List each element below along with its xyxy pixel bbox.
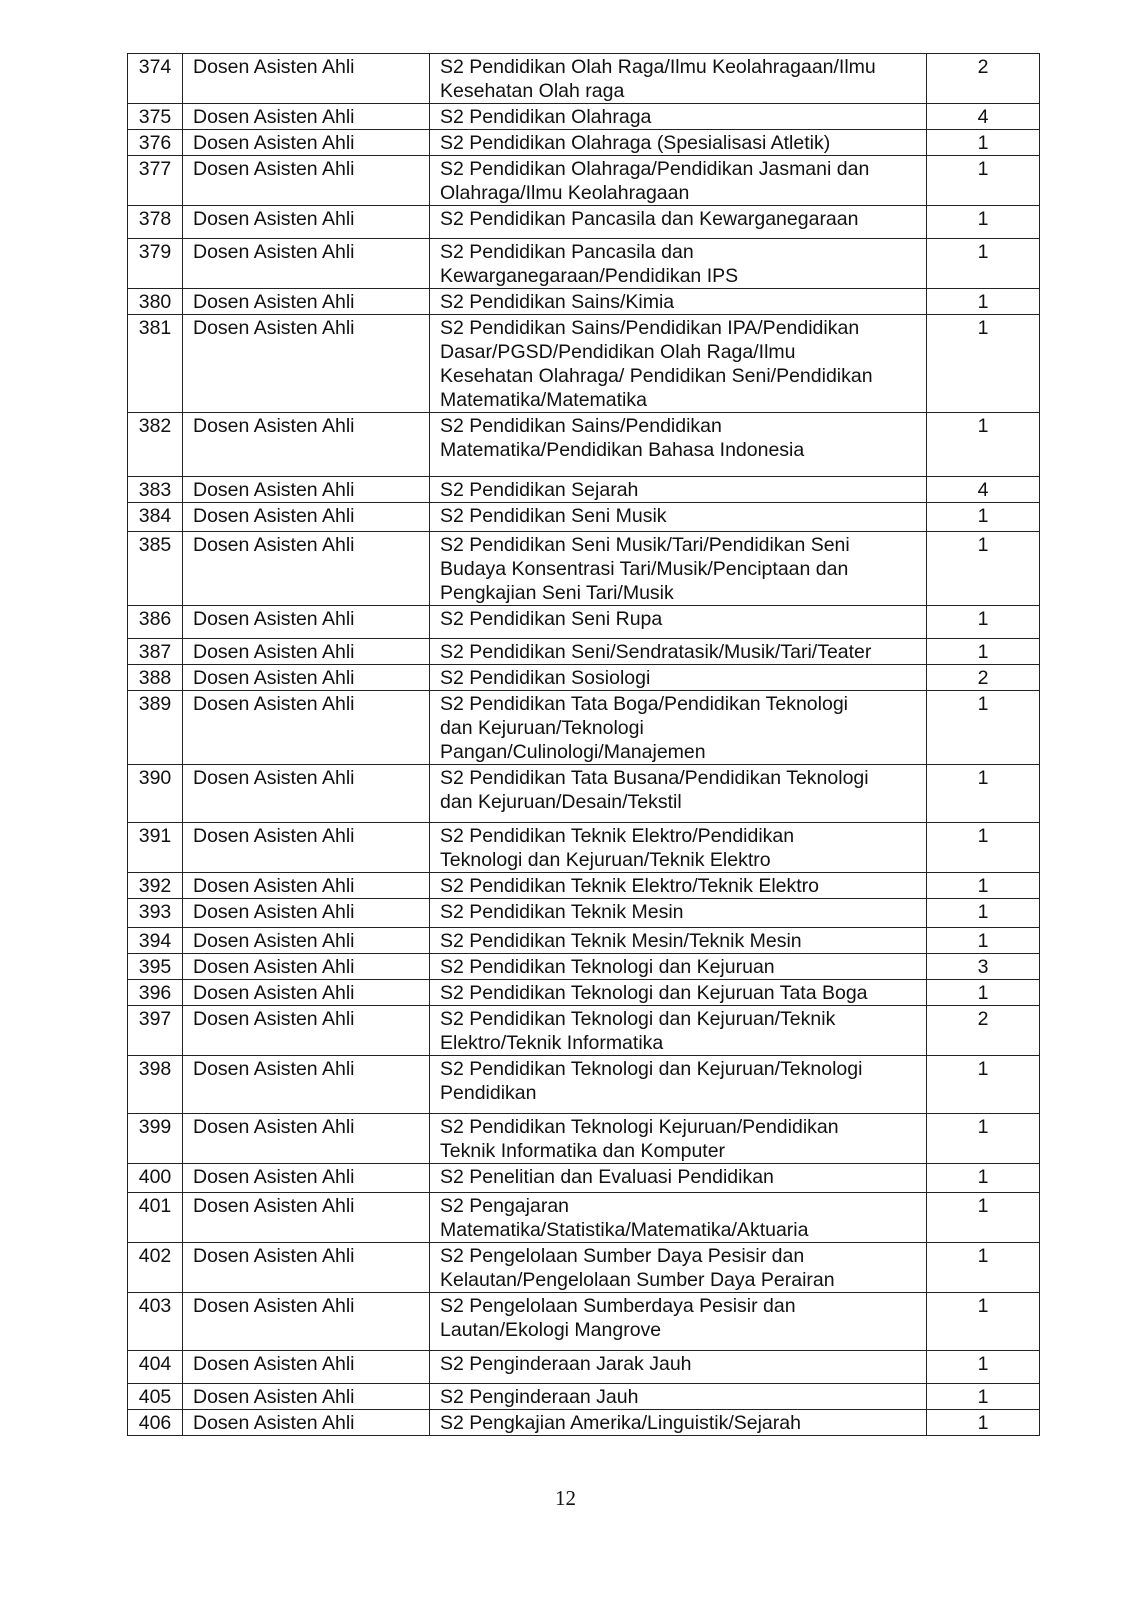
education-cell (430, 928, 927, 954)
education-line: Matematika/Pendidikan Bahasa Indonesia (440, 439, 805, 461)
row-number-cell: 388 (128, 665, 183, 691)
table-body (128, 54, 1040, 1436)
education-line: S2 Pendidikan Teknik Elektro/Teknik Elektro (440, 875, 820, 897)
position-cell: Dosen Asisten Ahli (183, 639, 430, 665)
table-row (128, 1384, 1040, 1410)
education-cell (430, 503, 927, 532)
row-number-cell: 394 (128, 928, 183, 954)
education-line: Kewarganegaraan/Pendidikan IPS (440, 265, 739, 287)
table-row (128, 1351, 1040, 1384)
education-line: S2 Pendidikan Olahraga (Spesialisasi Atletik) (440, 132, 831, 154)
education-cell (430, 54, 927, 104)
education-line: Pengkajian Seni Tari/Musik (440, 582, 674, 604)
quantity-cell: 1 (927, 315, 1040, 413)
education-line: S2 Pendidikan Olah Raga/Ilmu Keolahragaan/Ilmu (440, 56, 876, 78)
education-line: Teknologi dan Kejuruan/Teknik Elektro (440, 849, 771, 871)
education-line: S2 Pengajaran (440, 1195, 570, 1217)
education-cell (430, 206, 927, 239)
quantity-cell: 2 (927, 665, 1040, 691)
education-line: Pendidikan (440, 1082, 537, 1104)
row-number-cell: 389 (128, 691, 183, 765)
row-number-cell: 401 (128, 1193, 183, 1243)
row-number-cell: 384 (128, 503, 183, 532)
quantity-cell: 4 (927, 477, 1040, 503)
row-number-cell: 386 (128, 606, 183, 639)
education-cell (430, 289, 927, 315)
position-cell: Dosen Asisten Ahli (183, 156, 430, 206)
row-number-cell: 405 (128, 1384, 183, 1410)
table-row (128, 206, 1040, 239)
education-line: S2 Pendidikan Teknik Mesin/Teknik Mesin (440, 930, 802, 952)
table-row (128, 413, 1040, 477)
row-number-cell: 393 (128, 899, 183, 928)
row-number-cell: 380 (128, 289, 183, 315)
position-cell: Dosen Asisten Ahli (183, 130, 430, 156)
education-cell (430, 1351, 927, 1384)
quantity-cell: 1 (927, 1410, 1040, 1436)
education-cell (430, 413, 927, 477)
education-line: Olahraga/Ilmu Keolahragaan (440, 182, 690, 204)
education-cell (430, 691, 927, 765)
education-line: Teknik Informatika dan Komputer (440, 1140, 726, 1162)
quantity-cell: 1 (927, 1351, 1040, 1384)
row-number-cell: 397 (128, 1006, 183, 1056)
table-row (128, 980, 1040, 1006)
education-cell (430, 1114, 927, 1164)
position-cell: Dosen Asisten Ahli (183, 104, 430, 130)
position-cell: Dosen Asisten Ahli (183, 665, 430, 691)
education-cell (430, 1243, 927, 1293)
education-line: S2 Penelitian dan Evaluasi Pendidikan (440, 1166, 774, 1188)
table-row (128, 954, 1040, 980)
row-number-cell: 387 (128, 639, 183, 665)
education-cell (430, 1006, 927, 1056)
table-row (128, 928, 1040, 954)
row-number-cell: 383 (128, 477, 183, 503)
quantity-cell: 4 (927, 104, 1040, 130)
position-cell: Dosen Asisten Ahli (183, 765, 430, 823)
education-cell (430, 665, 927, 691)
quantity-cell: 1 (927, 928, 1040, 954)
education-line: S2 Pendidikan Sains/Pendidikan IPA/Pendidikan (440, 317, 860, 339)
position-cell: Dosen Asisten Ahli (183, 532, 430, 606)
education-line: S2 Pendidikan Sains/Pendidikan (440, 415, 722, 437)
position-cell: Dosen Asisten Ahli (183, 954, 430, 980)
position-cell: Dosen Asisten Ahli (183, 239, 430, 289)
row-number-cell: 381 (128, 315, 183, 413)
education-line: Matematika/Statistika/Matematika/Aktuaria (440, 1219, 809, 1241)
formation-table (127, 53, 1040, 1436)
education-line: Kesehatan Olah raga (440, 80, 625, 102)
education-line: S2 Pendidikan Seni Musik/Tari/Pendidikan Seni (440, 534, 850, 556)
position-cell: Dosen Asisten Ahli (183, 873, 430, 899)
quantity-cell: 1 (927, 503, 1040, 532)
quantity-cell: 2 (927, 1006, 1040, 1056)
quantity-cell: 1 (927, 289, 1040, 315)
position-cell: Dosen Asisten Ahli (183, 928, 430, 954)
position-cell: Dosen Asisten Ahli (183, 899, 430, 928)
table-row (128, 1193, 1040, 1243)
quantity-cell: 1 (927, 532, 1040, 606)
position-cell: Dosen Asisten Ahli (183, 980, 430, 1006)
education-cell (430, 156, 927, 206)
table-row (128, 239, 1040, 289)
quantity-cell: 1 (927, 765, 1040, 823)
education-cell (430, 823, 927, 873)
table-row (128, 156, 1040, 206)
education-line: S2 Pengelolaan Sumber Daya Pesisir dan (440, 1245, 805, 1267)
table-row (128, 823, 1040, 873)
row-number-cell: 403 (128, 1293, 183, 1351)
education-line: Kesehatan Olahraga/ Pendidikan Seni/Pendidikan (440, 365, 873, 387)
education-line: S2 Pendidikan Teknik Mesin (440, 901, 684, 923)
quantity-cell: 1 (927, 156, 1040, 206)
education-line: Dasar/PGSD/Pendidikan Olah Raga/Ilmu (440, 341, 796, 363)
table-row (128, 1410, 1040, 1436)
quantity-cell: 1 (927, 980, 1040, 1006)
row-number-cell: 379 (128, 239, 183, 289)
quantity-cell: 1 (927, 899, 1040, 928)
position-cell: Dosen Asisten Ahli (183, 1056, 430, 1114)
position-cell: Dosen Asisten Ahli (183, 1193, 430, 1243)
quantity-cell: 1 (927, 1193, 1040, 1243)
row-number-cell: 382 (128, 413, 183, 477)
education-cell (430, 130, 927, 156)
education-cell (430, 765, 927, 823)
table-row (128, 503, 1040, 532)
education-cell (430, 899, 927, 928)
page-number: 12 (555, 1486, 576, 1510)
position-cell: Dosen Asisten Ahli (183, 1114, 430, 1164)
row-number-cell: 377 (128, 156, 183, 206)
education-line: Kelautan/Pengelolaan Sumber Daya Perairan (440, 1269, 835, 1291)
education-line: S2 Pendidikan Seni Rupa (440, 608, 663, 630)
education-line: S2 Penginderaan Jauh (440, 1386, 639, 1408)
education-line: S2 Pendidikan Teknologi dan Kejuruan Tata Boga (440, 982, 868, 1004)
table-row (128, 691, 1040, 765)
table-row (128, 606, 1040, 639)
table-row (128, 873, 1040, 899)
table-row (128, 104, 1040, 130)
education-line: S2 Pendidikan Tata Busana/Pendidikan Teknologi (440, 767, 869, 789)
table-row (128, 130, 1040, 156)
quantity-cell: 1 (927, 130, 1040, 156)
quantity-cell: 1 (927, 1243, 1040, 1293)
position-cell: Dosen Asisten Ahli (183, 606, 430, 639)
quantity-cell: 1 (927, 1056, 1040, 1114)
education-line: dan Kejuruan/Teknologi (440, 717, 644, 739)
education-line: S2 Pengkajian Amerika/Linguistik/Sejarah (440, 1412, 801, 1434)
education-line: Elektro/Teknik Informatika (440, 1032, 664, 1054)
quantity-cell: 1 (927, 873, 1040, 899)
education-cell (430, 239, 927, 289)
education-line: S2 Pendidikan Teknik Elektro/Pendidikan (440, 825, 795, 847)
position-cell: Dosen Asisten Ahli (183, 315, 430, 413)
quantity-cell: 1 (927, 1384, 1040, 1410)
education-cell (430, 639, 927, 665)
position-cell: Dosen Asisten Ahli (183, 1351, 430, 1384)
education-line: S2 Pendidikan Pancasila dan (440, 241, 694, 263)
row-number-cell: 375 (128, 104, 183, 130)
education-cell (430, 315, 927, 413)
row-number-cell: 378 (128, 206, 183, 239)
education-line: S2 Pendidikan Olahraga (440, 106, 652, 128)
table-row (128, 289, 1040, 315)
education-cell (430, 532, 927, 606)
row-number-cell: 390 (128, 765, 183, 823)
education-line: Pangan/Culinologi/Manajemen (440, 741, 706, 763)
education-line: S2 Pendidikan Seni Musik (440, 505, 667, 527)
quantity-cell: 1 (927, 1164, 1040, 1193)
table-row (128, 1006, 1040, 1056)
position-cell: Dosen Asisten Ahli (183, 1243, 430, 1293)
quantity-cell: 1 (927, 1293, 1040, 1351)
position-cell: Dosen Asisten Ahli (183, 691, 430, 765)
row-number-cell: 395 (128, 954, 183, 980)
position-cell: Dosen Asisten Ahli (183, 289, 430, 315)
education-line: dan Kejuruan/Desain/Tekstil (440, 791, 682, 813)
education-cell (430, 1410, 927, 1436)
education-line: Budaya Konsentrasi Tari/Musik/Penciptaan dan (440, 558, 849, 580)
row-number-cell: 400 (128, 1164, 183, 1193)
position-cell: Dosen Asisten Ahli (183, 477, 430, 503)
row-number-cell: 392 (128, 873, 183, 899)
education-cell (430, 1193, 927, 1243)
position-cell: Dosen Asisten Ahli (183, 1006, 430, 1056)
education-line: S2 Pendidikan Teknologi dan Kejuruan (440, 956, 775, 978)
table-row (128, 532, 1040, 606)
education-cell (430, 954, 927, 980)
education-line: Lautan/Ekologi Mangrove (440, 1319, 662, 1341)
position-cell: Dosen Asisten Ahli (183, 823, 430, 873)
row-number-cell: 402 (128, 1243, 183, 1293)
table-row (128, 1164, 1040, 1193)
quantity-cell: 1 (927, 413, 1040, 477)
education-line: S2 Pendidikan Sosiologi (440, 667, 651, 689)
quantity-cell: 3 (927, 954, 1040, 980)
table-row (128, 1243, 1040, 1293)
position-cell: Dosen Asisten Ahli (183, 1164, 430, 1193)
row-number-cell: 374 (128, 54, 183, 104)
position-cell: Dosen Asisten Ahli (183, 54, 430, 104)
education-cell (430, 477, 927, 503)
table-row (128, 665, 1040, 691)
row-number-cell: 406 (128, 1410, 183, 1436)
education-line: S2 Pendidikan Sejarah (440, 479, 639, 501)
row-number-cell: 398 (128, 1056, 183, 1114)
quantity-cell: 1 (927, 206, 1040, 239)
education-cell (430, 1293, 927, 1351)
position-cell: Dosen Asisten Ahli (183, 1293, 430, 1351)
education-cell (430, 1384, 927, 1410)
education-cell (430, 1164, 927, 1193)
table-row (128, 765, 1040, 823)
row-number-cell: 376 (128, 130, 183, 156)
table-row (128, 1114, 1040, 1164)
position-cell: Dosen Asisten Ahli (183, 503, 430, 532)
education-cell (430, 606, 927, 639)
quantity-cell: 1 (927, 1114, 1040, 1164)
quantity-cell: 2 (927, 54, 1040, 104)
education-line: S2 Pendidikan Olahraga/Pendidikan Jasmani dan (440, 158, 870, 180)
table-row (128, 1293, 1040, 1351)
quantity-cell: 1 (927, 606, 1040, 639)
table-row (128, 1056, 1040, 1114)
education-line: S2 Pendidikan Teknologi dan Kejuruan/Teknik (440, 1008, 836, 1030)
quantity-cell: 1 (927, 823, 1040, 873)
table-row (128, 477, 1040, 503)
row-number-cell: 385 (128, 532, 183, 606)
position-cell: Dosen Asisten Ahli (183, 206, 430, 239)
education-line: S2 Pendidikan Teknologi dan Kejuruan/Teknologi (440, 1058, 863, 1080)
table-row (128, 899, 1040, 928)
education-line: S2 Pengelolaan Sumberdaya Pesisir dan (440, 1295, 796, 1317)
row-number-cell: 404 (128, 1351, 183, 1384)
education-cell (430, 104, 927, 130)
quantity-cell: 1 (927, 691, 1040, 765)
position-cell: Dosen Asisten Ahli (183, 413, 430, 477)
table-row (128, 639, 1040, 665)
education-line: S2 Pendidikan Teknologi Kejuruan/Pendidikan (440, 1116, 839, 1138)
table-row (128, 315, 1040, 413)
position-cell: Dosen Asisten Ahli (183, 1410, 430, 1436)
education-line: S2 Pendidikan Seni/Sendratasik/Musik/Tari/Teater (440, 641, 872, 663)
table-row (128, 54, 1040, 104)
quantity-cell: 1 (927, 639, 1040, 665)
row-number-cell: 391 (128, 823, 183, 873)
quantity-cell: 1 (927, 239, 1040, 289)
education-line: S2 Pendidikan Sains/Kimia (440, 291, 675, 313)
education-cell (430, 1056, 927, 1114)
position-cell: Dosen Asisten Ahli (183, 1384, 430, 1410)
education-line: S2 Pendidikan Pancasila dan Kewarganegaraan (440, 208, 859, 230)
row-number-cell: 399 (128, 1114, 183, 1164)
row-number-cell: 396 (128, 980, 183, 1006)
education-cell (430, 980, 927, 1006)
education-line: S2 Penginderaan Jarak Jauh (440, 1353, 692, 1375)
education-line: Matematika/Matematika (440, 389, 647, 411)
education-line: S2 Pendidikan Tata Boga/Pendidikan Teknologi (440, 693, 849, 715)
education-cell (430, 873, 927, 899)
